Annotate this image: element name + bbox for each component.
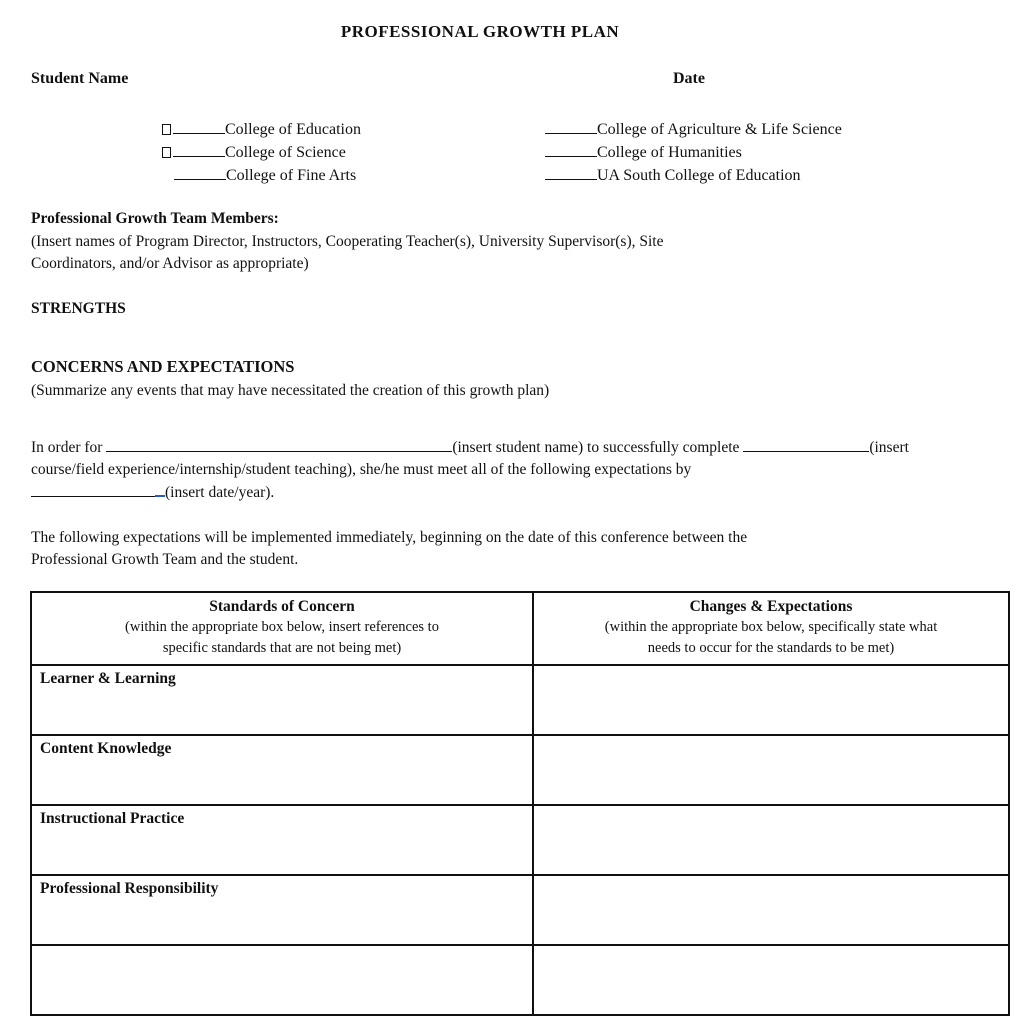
checkbox-icon[interactable] [162,147,171,158]
date-year-blank[interactable] [31,482,155,497]
course-blank[interactable] [743,437,869,452]
column-subtitle: (within the appropriate box below, insert references to [125,619,439,635]
college-option-ua-south[interactable] [545,165,801,185]
student-name-blank[interactable] [106,437,452,452]
implementation-line2: Professional Growth Team and the student. [31,551,299,568]
team-instructions-line1: (Insert names of Program Director, Instructors, Cooperating Teacher(s), University Supervisor(s), Site [31,233,664,250]
college-label: College of Science [225,144,346,161]
standards-table [30,591,1010,1016]
table-row [31,805,1009,875]
row-label[interactable]: Content Knowledge [31,735,533,805]
table-row [31,735,1009,805]
document-title: PROFESSIONAL GROWTH PLAN [340,22,620,41]
table-header-row [31,592,1009,665]
college-label: College of Education [225,121,361,138]
college-option-humanities[interactable] [545,142,742,162]
order-text: In order for [31,439,107,456]
implementation-line1: The following expectations will be implemented immediately, beginning on the date of this conference between the [31,529,748,546]
checkbox-icon[interactable] [162,124,171,135]
row-label[interactable]: Professional Responsibility [31,875,533,945]
order-text: (insert [869,439,909,456]
college-blank[interactable] [174,165,226,180]
college-option-science[interactable] [162,142,346,162]
college-option-fine-arts[interactable] [174,165,356,185]
college-blank[interactable] [173,142,225,157]
college-blank[interactable] [173,119,225,134]
cursor-mark [155,481,165,497]
college-blank[interactable] [545,142,597,157]
order-paragraph-line1 [31,437,909,459]
row-label[interactable]: Instructional Practice [31,805,533,875]
college-blank[interactable] [545,165,597,180]
concerns-instructions: (Summarize any events that may have necessitated the creation of this growth plan) [31,382,550,399]
college-label: College of Humanities [597,144,742,161]
table-row [31,945,1009,1015]
row-value-cell[interactable] [533,735,1009,805]
row-label[interactable]: Learner & Learning [31,665,533,735]
order-paragraph-line2: course/field experience/internship/student teaching), she/he must meet all of the following expectations by [31,461,692,478]
table-row [31,875,1009,945]
strengths-heading: STRENGTHS [31,300,126,317]
header-standards-of-concern [31,592,533,665]
row-value-cell[interactable] [533,945,1009,1015]
row-label[interactable] [31,945,533,1015]
college-label: UA South College of Education [597,167,801,184]
row-value-cell[interactable] [533,665,1009,735]
college-blank[interactable] [545,119,597,134]
team-instructions-line2: Coordinators, and/or Advisor as appropriate) [31,255,309,272]
column-subtitle: (within the appropriate box below, specifically state what [604,619,938,635]
row-value-cell[interactable] [533,805,1009,875]
college-option-agriculture[interactable] [545,119,842,139]
college-option-education[interactable] [162,119,361,139]
column-subtitle: needs to occur for the standards to be met) [647,640,895,656]
order-text: (insert student name) to successfully complete [452,439,744,456]
team-heading: Professional Growth Team Members: [31,210,279,227]
header-changes-expectations [533,592,1009,665]
order-text: (insert date/year). [165,484,275,501]
order-paragraph-line3 [31,481,274,504]
column-title: Standards of Concern [209,598,355,615]
table-row [31,665,1009,735]
student-name-label: Student Name [31,70,129,87]
concerns-heading: CONCERNS AND EXPECTATIONS [31,357,295,376]
date-label: Date [673,70,705,87]
column-subtitle: specific standards that are not being met) [162,640,402,656]
college-label: College of Fine Arts [226,167,357,184]
column-title: Changes & Expectations [689,598,853,615]
row-value-cell[interactable] [533,875,1009,945]
college-label: College of Agriculture & Life Science [597,121,842,138]
